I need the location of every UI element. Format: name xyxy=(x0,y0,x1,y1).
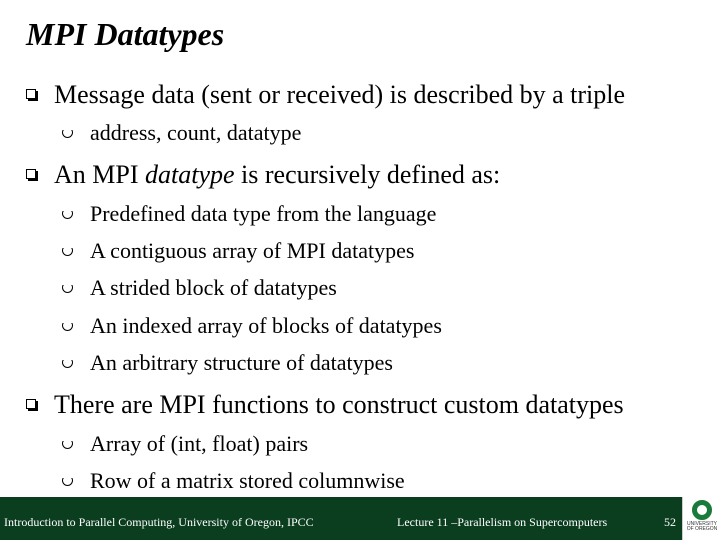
sub-bullet-item xyxy=(62,313,442,339)
bullet-item xyxy=(26,80,625,110)
bullet-text: Message data (sent or received) is described by a triple xyxy=(54,80,626,109)
bullet-item xyxy=(26,160,500,190)
circle-bullet-icon xyxy=(62,208,73,219)
sub-bullet-item xyxy=(62,275,337,301)
emphasis-datatype: datatype xyxy=(145,160,235,189)
circle-bullet-icon xyxy=(62,320,73,331)
sub-bullet-item xyxy=(62,120,301,146)
sub-bullet-item xyxy=(62,238,414,264)
o-logo-icon xyxy=(692,500,712,520)
sub-bullet-text: An arbitrary structure of datatypes xyxy=(90,350,393,375)
square-bullet-icon xyxy=(26,169,36,179)
circle-bullet-icon xyxy=(62,475,73,486)
logo-text: UNIVERSITY OF OREGON xyxy=(686,521,718,532)
sub-bullet-text: Array of (int, float) pairs xyxy=(90,431,309,456)
sub-bullet-text: A contiguous array of MPI datatypes xyxy=(90,238,415,263)
sub-bullet-text: Predefined data type from the language xyxy=(90,201,437,226)
footer-course: Introduction to Parallel Computing, University of Oregon, IPCC xyxy=(4,515,314,529)
footer-bar xyxy=(0,497,682,540)
sub-bullet-text: An indexed array of blocks of datatypes xyxy=(90,313,442,338)
bullet-text: An MPI datatype is recursively defined as: xyxy=(54,160,501,189)
bullet-item xyxy=(26,390,624,420)
sub-bullet-item xyxy=(62,431,308,457)
circle-bullet-icon xyxy=(62,438,73,449)
bullet-text: There are MPI functions to construct custom datatypes xyxy=(54,390,624,419)
footer-lecture: Lecture 11 –Parallelism on Supercomputers xyxy=(397,515,608,529)
slide-title: MPI Datatypes xyxy=(26,16,225,52)
sub-bullet-item xyxy=(62,468,405,494)
square-bullet-icon xyxy=(26,399,36,409)
circle-bullet-icon xyxy=(62,282,73,293)
sub-bullet-item xyxy=(62,350,393,376)
circle-bullet-icon xyxy=(62,245,73,256)
circle-bullet-icon xyxy=(62,127,73,138)
circle-bullet-icon xyxy=(62,357,73,368)
university-logo xyxy=(682,497,720,540)
square-bullet-icon xyxy=(26,89,36,99)
sub-bullet-text: A strided block of datatypes xyxy=(90,275,337,300)
sub-bullet-item xyxy=(62,201,436,227)
page-number: 52 xyxy=(664,515,676,529)
sub-bullet-text: address, count, datatype xyxy=(90,120,302,145)
sub-bullet-text: Row of a matrix stored columnwise xyxy=(90,468,405,493)
